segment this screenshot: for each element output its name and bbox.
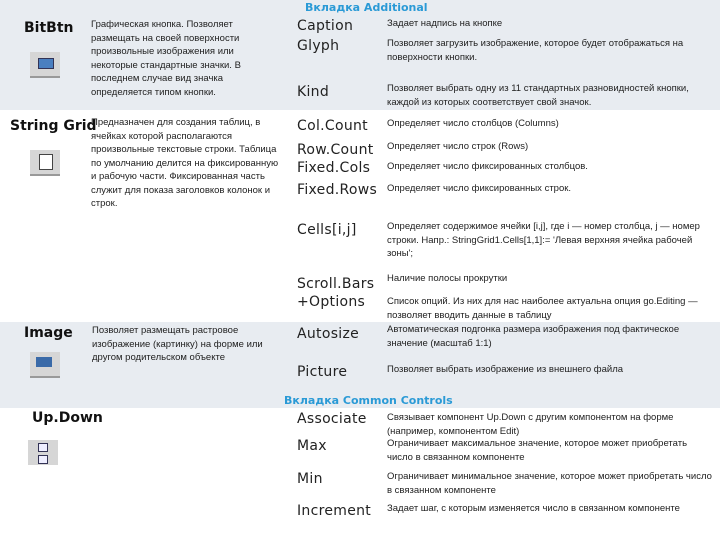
- property-description: Связывает компонент Up.Down с другим компонентом на форме (например, компонентом Edit): [387, 412, 674, 437]
- component-name: Image: [24, 325, 73, 341]
- property-description: Позволяет выбрать изображение из внешнего файла: [387, 364, 624, 375]
- property-name: Cells[i,j]: [297, 222, 357, 238]
- bitbtn-icon: [30, 52, 60, 78]
- property-description: Позволяет загрузить изображение, которое будет отображаться на поверхности кнопки.: [387, 38, 684, 63]
- property-name: Glyph: [297, 38, 340, 54]
- property-name: Increment: [297, 503, 372, 519]
- component-name: String Grid: [10, 118, 97, 134]
- property-description: Определяет содержимое ячейки [i,j], где i — номер столбца, j — номер строки. Напр.: StringGrid1.Cells[1,1]:= 'Левая верхняя ячейка рабочей зоны';: [387, 221, 700, 259]
- property-description: Наличие полосы прокрутки: [387, 273, 508, 284]
- component-description: Позволяет размещать растровое изображение (картинку) на форме или другом родительском объекте: [92, 325, 263, 363]
- updown-icon: [28, 440, 58, 465]
- property-description: Задает шаг, с которым изменяется число в связанном компоненте: [387, 503, 680, 514]
- property-name: Row.Count: [297, 142, 374, 158]
- property-name: +Options: [297, 294, 366, 310]
- property-description: Автоматическая подгонка размера изображения под фактическое значение (масштаб 1:1): [387, 324, 680, 349]
- property-name: Min: [297, 471, 323, 487]
- property-name: Picture: [297, 364, 348, 380]
- stringgrid-icon: [30, 150, 60, 176]
- property-description: Список опций. Из них для нас наиболее актуальна опция go.Editing — позволяет вводить данные в таблицу: [387, 296, 698, 321]
- component-name: BitBtn: [24, 20, 74, 36]
- property-description: Позволяет выбрать одну из 11 стандартных разновидностей кнопки, каждой из которых соответствует свой значок.: [387, 83, 689, 108]
- property-description: Задает надпись на кнопке: [387, 18, 503, 29]
- section-header-common-controls: Вкладка Common Controls: [284, 394, 453, 407]
- property-name: Associate: [297, 411, 367, 427]
- component-description: Графическая кнопка. Позволяет размещать на своей поверхности произвольные изображения или некоторые стандартные значки. В последнем случае вид значка определяется типом кнопки.: [91, 19, 241, 98]
- property-description: Определяет число фиксированных столбцов.: [387, 161, 588, 172]
- component-name: Up.Down: [32, 410, 103, 426]
- section-header-additional: Вкладка Additional: [305, 1, 428, 14]
- property-description: Определяет число фиксированных строк.: [387, 183, 572, 194]
- property-name: Autosize: [297, 326, 360, 342]
- property-name: Max: [297, 438, 327, 454]
- property-description: Ограничивает максимальное значение, которое может приобретать число в связанном компоненте: [387, 438, 688, 463]
- property-description: Ограничивает минимальное значение, которое может приобретать число в связанном компоненте: [387, 471, 712, 496]
- property-name: Fixed.Rows: [297, 182, 378, 198]
- property-name: Caption: [297, 18, 354, 34]
- component-description: Предназначен для создания таблиц, в ячейках которой располагаются произвольные текстовые строки. Таблица по умолчанию делится на фиксированную и рабочую части. Фиксированная часть служит для показа заголовков колонок и строк.: [91, 117, 279, 209]
- property-description: Определяет число столбцов (Columns): [387, 118, 559, 129]
- image-icon: [30, 352, 60, 378]
- property-name: Fixed.Cols: [297, 160, 371, 176]
- property-description: Определяет число строк (Rows): [387, 141, 529, 152]
- property-name: Kind: [297, 84, 330, 100]
- property-name: Scroll.Bars: [297, 276, 375, 292]
- property-name: Col.Count: [297, 118, 368, 134]
